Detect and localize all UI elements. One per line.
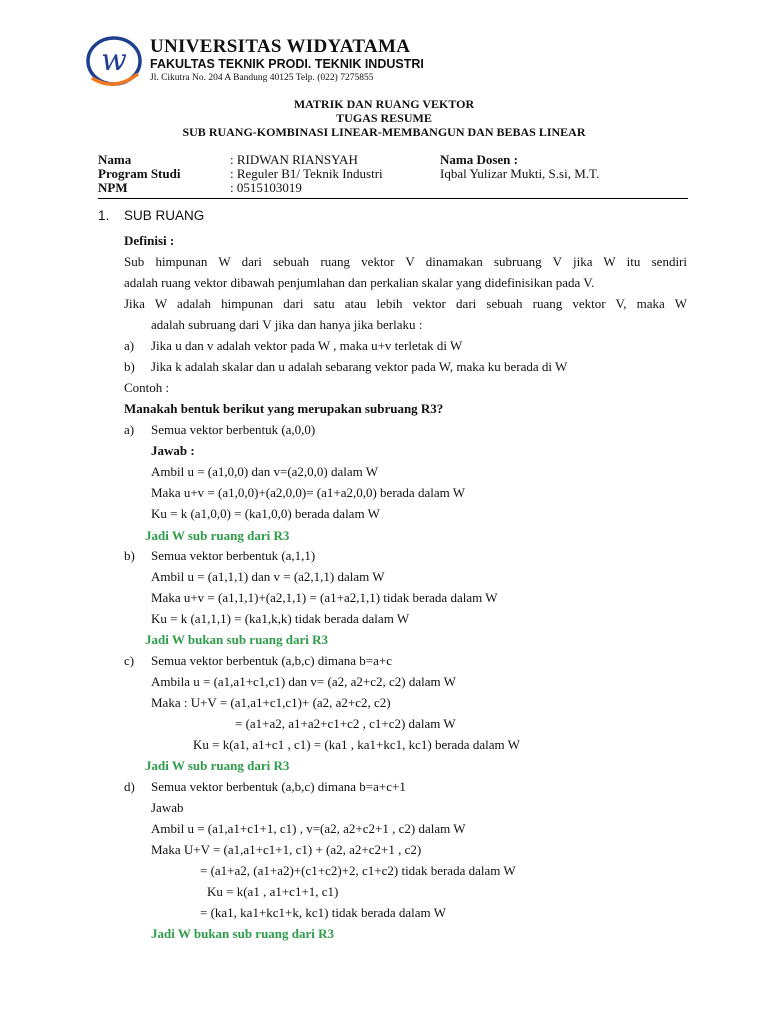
item-c-conclusion: Jadi W sub ruang dari R3 xyxy=(145,758,290,773)
dosen-value: Iqbal Yulizar Mukti, S.si, M.T. xyxy=(440,166,600,181)
doc-title-3: SUB RUANG-KOMBINASI LINEAR-MEMBANGUN DAN BEBAS LINEAR xyxy=(182,125,586,139)
item-d-line-2: Maka U+V = (a1,a1+c1+1, c1) + (a2, a2+c2+1 , c2) xyxy=(151,842,422,857)
item-a-jawab: Jawab : xyxy=(151,443,195,458)
address: Jl. Cikutra No. 204 A Bandung 40125 Telp. (022) 7275855 xyxy=(150,73,374,83)
dosen-label: Nama Dosen : xyxy=(440,152,518,167)
item-d-line-4: Ku = k(a1 , a1+c1+1, c1) xyxy=(207,884,339,899)
item-a-title: Semua vektor berbentuk (a,0,0) xyxy=(151,422,316,437)
item-c-marker: c) xyxy=(124,653,135,668)
prodi-label: Program Studi xyxy=(98,166,181,181)
item-d-line-1: Ambil u = (a1,a1+c1+1, c1) , v=(a2, a2+c2+1 , c2) dalam W xyxy=(151,821,466,836)
item-d-marker: d) xyxy=(124,779,135,794)
paragraph-2a: Jika W adalah himpunan dari satu atau lebih vektor dari sebuah ruang vektor V, maka W xyxy=(124,296,687,311)
item-d-line-3: = (a1+a2, (a1+a2)+(c1+c2)+2, c1+c2) tidak berada dalam W xyxy=(200,863,516,878)
item-a-conclusion: Jadi W sub ruang dari R3 xyxy=(145,528,290,543)
item-d-jawab: Jawab xyxy=(151,800,184,815)
item-a-line-1: Ambil u = (a1,0,0) dan v=(a2,0,0) dalam W xyxy=(151,464,379,479)
contoh-label: Contoh : xyxy=(124,380,170,395)
definisi-label: Definisi : xyxy=(124,233,175,248)
condition-b: Jika k adalah skalar dan u adalah sebarang vektor pada W, maka ku berada di W xyxy=(151,359,568,374)
item-b-line-2: Maka u+v = (a1,1,1)+(a2,1,1) = (a1+a2,1,1) tidak berada dalam W xyxy=(151,590,498,605)
item-d-conclusion: Jadi W bukan sub ruang dari R3 xyxy=(151,926,335,941)
nama-label: Nama xyxy=(98,152,132,167)
npm-value: : 0515103019 xyxy=(230,180,302,195)
item-c-title: Semua vektor berbentuk (a,b,c) dimana b=a+c xyxy=(151,653,392,668)
faculty-name: FAKULTAS TEKNIK PRODI. TEKNIK INDUSTRI xyxy=(150,57,424,71)
item-b-title: Semua vektor berbentuk (a,1,1) xyxy=(151,548,316,563)
item-a-marker: a) xyxy=(124,422,135,437)
condition-a-marker: a) xyxy=(124,338,135,353)
paragraph-1a: Sub himpunan W dari sebuah ruang vektor V dinamakan subruang V jika W itu sendiri xyxy=(124,254,687,269)
item-a-line-2: Maka u+v = (a1,0,0)+(a2,0,0)= (a1+a2,0,0) berada dalam W xyxy=(151,485,465,500)
item-c-line-3: = (a1+a2, a1+a2+c1+c2 , c1+c2) dalam W xyxy=(235,716,456,731)
item-a-line-3: Ku = k (a1,0,0) = (ka1,0,0) berada dalam W xyxy=(151,506,380,521)
item-c-line-4: Ku = k(a1, a1+c1 , c1) = (ka1 , ka1+kc1, kc1) berada dalam W xyxy=(193,737,520,752)
condition-b-marker: b) xyxy=(124,359,135,374)
section-heading xyxy=(98,208,204,223)
university-logo xyxy=(84,34,144,90)
prodi-value: : Reguler B1/ Teknik Industri xyxy=(230,166,383,181)
item-d-title: Semua vektor berbentuk (a,b,c) dimana b=a+c+1 xyxy=(151,779,406,794)
university-name: UNIVERSITAS WIDYATAMA xyxy=(150,36,411,57)
doc-title-1: MATRIK DAN RUANG VEKTOR xyxy=(293,97,475,111)
item-b-conclusion: Jadi W bukan sub ruang dari R3 xyxy=(145,632,329,647)
example-question: Manakah bentuk berikut yang merupakan subruang R3? xyxy=(124,401,444,416)
item-c-line-2: Maka : U+V = (a1,a1+c1,c1)+ (a2, a2+c2, c2) xyxy=(151,695,391,710)
npm-label: NPM xyxy=(98,180,128,195)
divider xyxy=(98,198,688,199)
item-b-marker: b) xyxy=(124,548,135,563)
paragraph-2b: adalah subruang dari V jika dan hanya jika berlaku : xyxy=(151,317,423,332)
doc-title-2: TUGAS RESUME xyxy=(336,111,432,125)
svg-text:w: w xyxy=(101,43,127,78)
item-b-line-3: Ku = k (a1,1,1) = (ka1,k,k) tidak berada dalam W xyxy=(151,611,410,626)
item-d-line-5: = (ka1, ka1+kc1+k, kc1) tidak berada dalam W xyxy=(200,905,446,920)
section-title: SUB RUANG xyxy=(124,208,205,223)
item-b-line-1: Ambil u = (a1,1,1) dan v = (a2,1,1) dalam W xyxy=(151,569,385,584)
item-c-line-1: Ambila u = (a1,a1+c1,c1) dan v= (a2, a2+c2, c2) dalam W xyxy=(151,674,456,689)
condition-a: Jika u dan v adalah vektor pada W , maka u+v terletak di W xyxy=(151,338,463,353)
section-number: 1. xyxy=(98,208,110,223)
nama-value: : RIDWAN RIANSYAH xyxy=(230,152,358,167)
paragraph-1b: adalah ruang vektor dibawah penjumlahan dan perkalian skalar yang didefinisikan pada V. xyxy=(124,275,595,290)
